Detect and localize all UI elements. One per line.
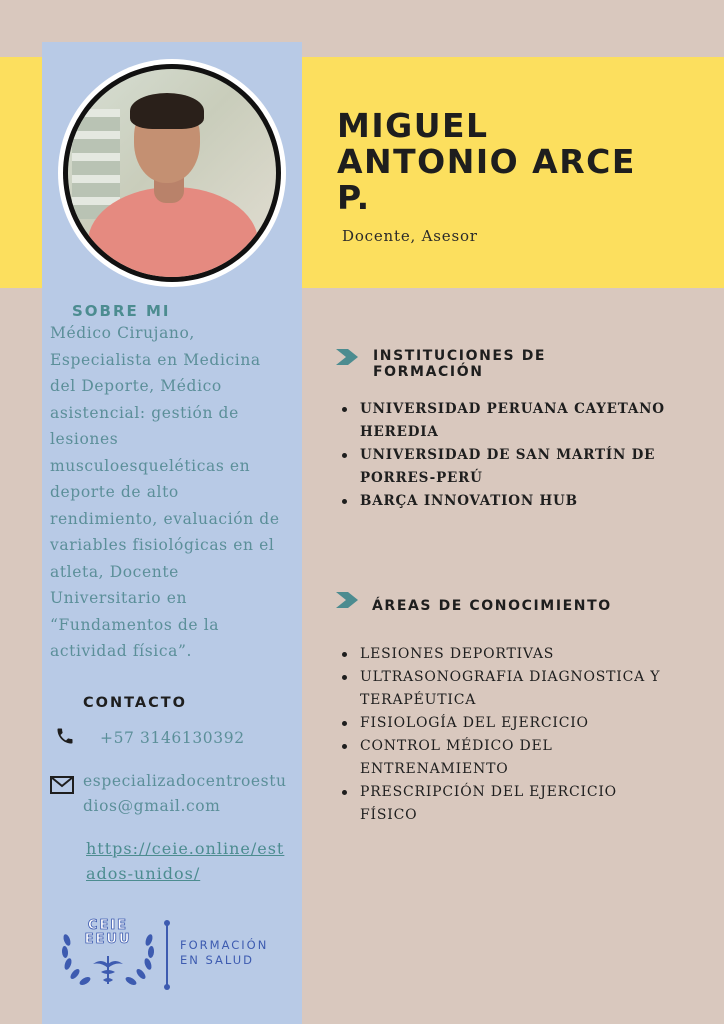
list-item: ULTRASONOGRAFIA DIAGNOSTICA Y TERAPÉUTICA: [338, 666, 668, 712]
profile-photo: [58, 59, 286, 287]
about-text: Médico Cirujano, Especialista en Medicina del Deporte, Médico asistencial: gestión de lesiones musculoesqueléticas en deporte de alto rendimiento, evaluación de variables fisiológicas en el atleta, Docente Universitario en “Fundamentos de la actividad física”.: [50, 324, 280, 660]
list-item: UNIVERSIDAD PERUANA CAYETANO HEREDIA: [338, 398, 668, 444]
knowledge-list: [338, 643, 668, 827]
list-item: PRESCRIPCIÓN DEL EJERCICIO FÍSICO: [338, 781, 668, 827]
list-item: FISIOLOGÍA DEL EJERCICIO: [338, 712, 668, 735]
logo-divider: [166, 922, 168, 988]
phone-icon: [55, 726, 75, 746]
person-name: MIGUEL ANTONIO ARCE P.: [337, 106, 636, 217]
person-role: Docente, Asesor: [342, 227, 478, 245]
chevron-right-icon: [336, 349, 358, 365]
contact-heading: CONTACTO: [83, 695, 187, 711]
list-item: UNIVERSIDAD DE SAN MARTÍN DE PORRES-PERÚ: [338, 444, 668, 490]
email-address[interactable]: especializadocentroestudios@gmail.com: [83, 772, 287, 815]
list-item: BARÇA INNOVATION HUB: [338, 490, 668, 513]
logo-letters: CEIE EEUU: [84, 918, 132, 947]
education-heading: INSTITUCIONES DE FORMACIÓN: [373, 348, 547, 380]
about-heading: SOBRE MI: [72, 302, 171, 320]
list-item: LESIONES DEPORTIVAS: [338, 643, 668, 666]
logo-tagline: FORMACIÓN EN SALUD: [180, 938, 269, 967]
phone-number: +57 3146130392: [100, 729, 245, 747]
envelope-icon: [50, 776, 74, 794]
education-list: [338, 398, 668, 513]
list-item: CONTROL MÉDICO DEL ENTRENAMIENTO: [338, 735, 668, 781]
knowledge-heading: ÁREAS DE CONOCIMIENTO: [372, 598, 612, 614]
chevron-right-icon: [336, 592, 358, 608]
website-link[interactable]: https://ceie.online/estados-unidos/: [86, 839, 285, 883]
